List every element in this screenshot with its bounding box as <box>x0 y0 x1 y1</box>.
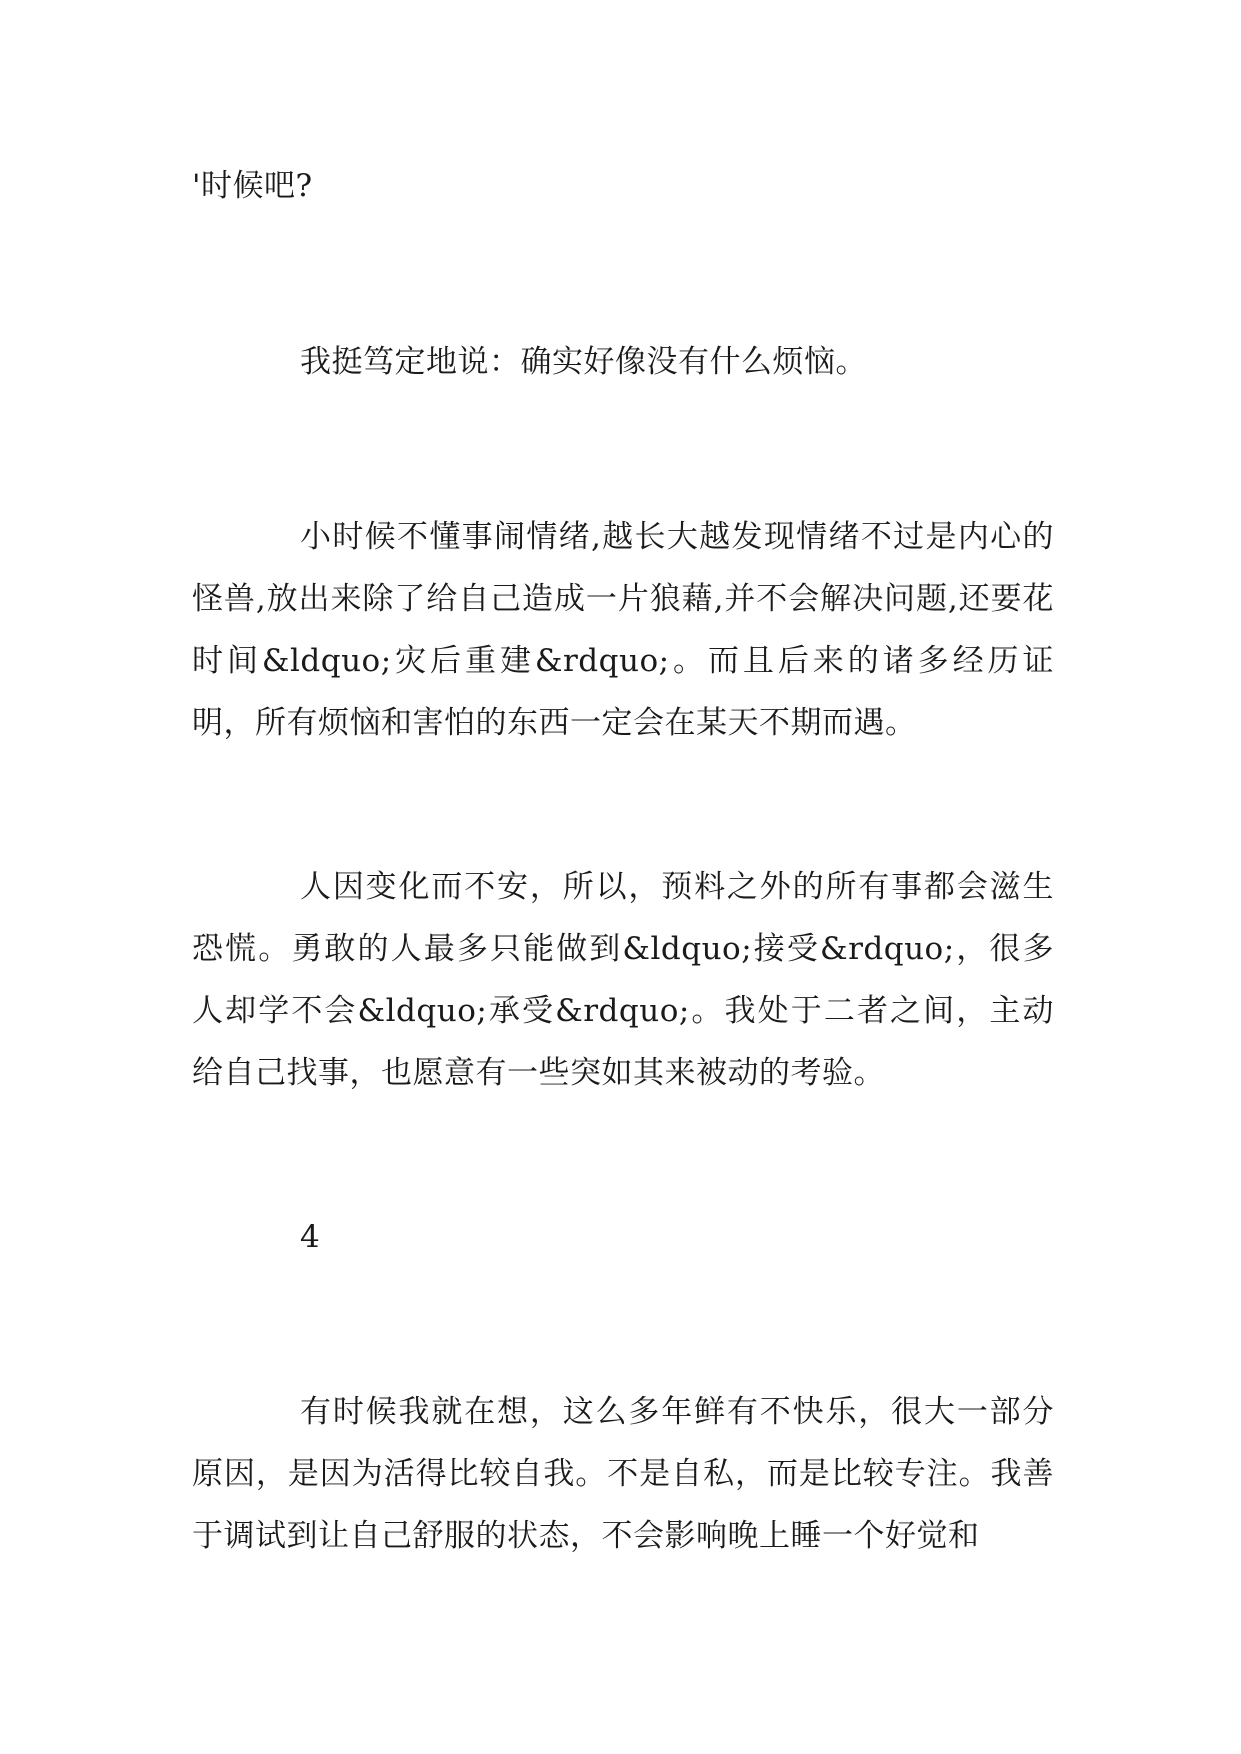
paragraph-fragment: '时候吧? <box>192 168 313 204</box>
paragraph: 有时候我就在想，这么多年鲜有不快乐，很大一部分原因，是因为活得比较自我。不是自私，而是比较专注。我善于调试到让自己舒服的状态，不会影响晚上睡一个好觉和 <box>192 1394 1054 1554</box>
paragraph: 我挺笃定地说：确实好像没有什么烦恼。 <box>300 344 867 380</box>
paragraph: 人因变化而不安，所以，预料之外的所有事都会滋生恐慌。勇敢的人最多只能做到&ldquo;接受&rdquo;，很多人却学不会&ldquo;承受&rdquo;。我处于二者之间，主动给自己找事，也愿意有一些突如其来被动的考验。 <box>192 869 1054 1091</box>
paragraph: 小时候不懂事闹情绪,越长大越发现情绪不过是内心的怪兽,放出来除了给自己造成一片狼藉,并不会解决问题,还要花时间&ldquo;灾后重建&rdquo;。而且后来的诸多经历证明，所有烦恼和害怕的东西一定会在某天不期而遇。 <box>192 519 1054 741</box>
section-number: 4 <box>300 1219 321 1255</box>
